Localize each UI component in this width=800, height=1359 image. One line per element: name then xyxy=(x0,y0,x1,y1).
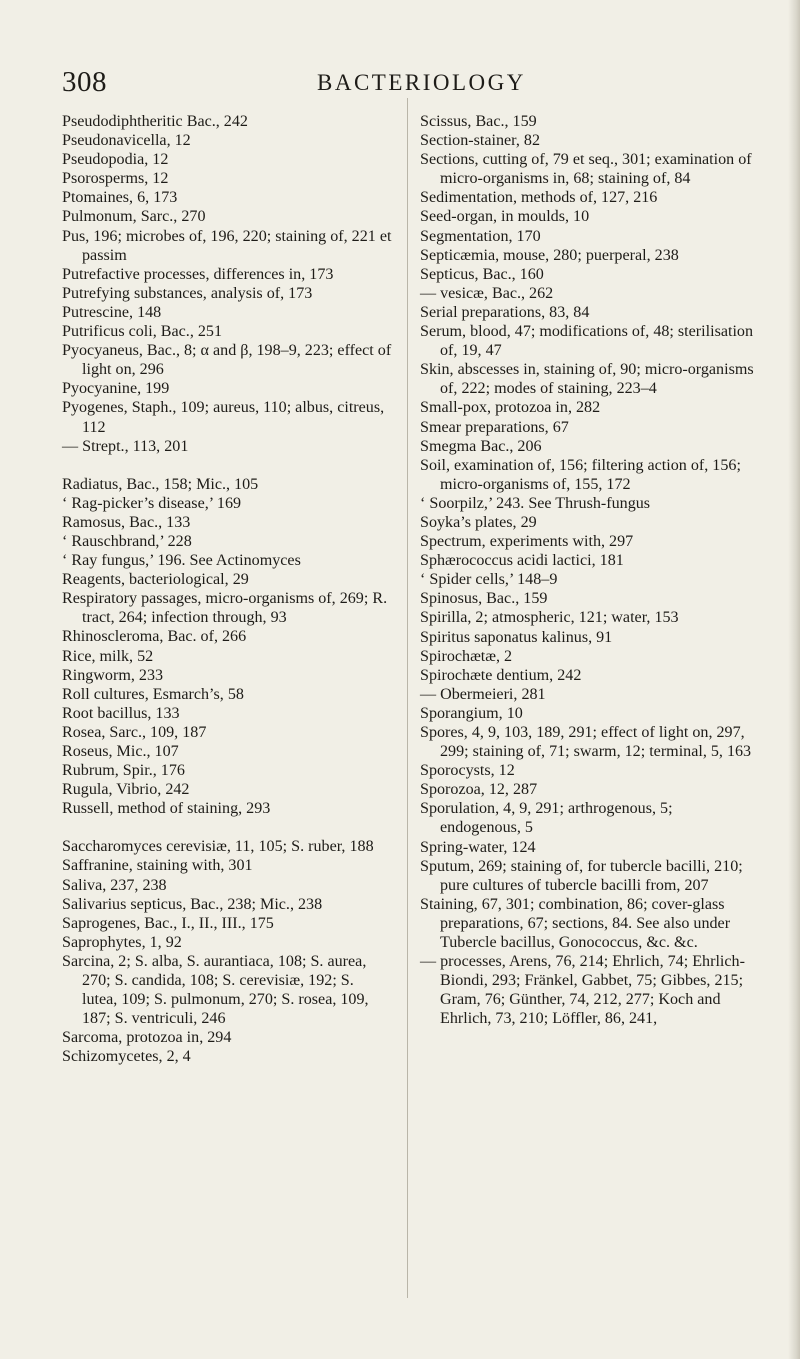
index-entry: Pseudopodia, 12 xyxy=(62,151,169,169)
index-entry: Soyka’s plates, 29 xyxy=(420,513,537,531)
index-entry: Sputum, 269; staining of, for tubercle bacilli, 210; pure cultures of tubercle bacilli from, 207 xyxy=(420,857,743,894)
index-entry: Root bacillus, 133 xyxy=(62,704,180,722)
index-entry: Spectrum, experiments with, 297 xyxy=(420,533,634,551)
index-entry: Smear preparations, 67 xyxy=(420,418,569,436)
index-entry: Rubrum, Spir., 176 xyxy=(62,762,185,780)
index-entry: Saprophytes, 1, 92 xyxy=(62,933,182,951)
index-entry: Saccharomyces cerevisiæ, 11, 105; S. ruber, 188 xyxy=(62,838,374,856)
letter-group-gap xyxy=(62,456,392,475)
index-entry: Soil, examination of, 156; filtering action of, 156; micro-organisms of, 155, 172 xyxy=(420,456,741,493)
index-entry: Respiratory passages, micro-organisms of, 269; R. tract, 264; infection through, 93 xyxy=(62,590,388,627)
index-entry: Sporulation, 4, 9, 291; arthrogenous, 5; endogenous, 5 xyxy=(420,800,673,837)
index-entry: Pyocyanine, 199 xyxy=(62,380,170,398)
page-header xyxy=(62,66,742,106)
index-entry: ‘ Soorpilz,’ 243. See Thrush-fungus xyxy=(420,494,651,512)
index-entry: Rhinoscleroma, Bac. of, 266 xyxy=(62,628,247,646)
index-entry: Saprogenes, Bac., I., II., III., 175 xyxy=(62,914,274,932)
index-entry: Schizomycetes, 2, 4 xyxy=(62,1048,191,1066)
index-entry: Smegma Bac., 206 xyxy=(420,437,542,455)
index-entry: Putrificus coli, Bac., 251 xyxy=(62,323,223,341)
index-entry: Serial preparations, 83, 84 xyxy=(420,303,590,321)
index-entry: — Strept., 113, 201 xyxy=(62,437,189,455)
index-entry: Spirochæte dentium, 242 xyxy=(420,666,582,684)
index-column-left xyxy=(62,112,392,1067)
index-entry: Small-pox, protozoa in, 282 xyxy=(420,399,601,417)
index-entry: Pulmonum, Sarc., 270 xyxy=(62,208,206,226)
index-entry: Septicæmia, mouse, 280; puerperal, 238 xyxy=(420,246,679,264)
index-entry: Russell, method of staining, 293 xyxy=(62,800,271,818)
index-entry: ‘ Rag-picker’s disease,’ 169 xyxy=(62,494,242,512)
page-number: 308 xyxy=(62,66,107,98)
index-entry: Salivarius septicus, Bac., 238; Mic., 238 xyxy=(62,895,323,913)
index-entry: Staining, 67, 301; combination, 86; cover-glass preparations, 67; sections, 84. See also under Tubercle bacillus, Gonococcus, &c. &c. xyxy=(420,895,731,952)
index-entry: Sporozoa, 12, 287 xyxy=(420,781,538,799)
index-entry: Saliva, 237, 238 xyxy=(62,876,167,894)
index-entry: — processes, Arens, 76, 214; Ehrlich, 74; Ehrlich-Biondi, 293; Fränkel, Gabbet, 75; Gibbes, 215; Gram, 76; Günther, 74, 212, 277; Koch and Ehrlich, 73, 210; Löffler, 86, 241, xyxy=(420,953,745,1028)
index-entry: Rugula, Vibrio, 242 xyxy=(62,781,190,799)
index-entry: Ptomaines, 6, 173 xyxy=(62,189,178,207)
index-entry: Spores, 4, 9, 103, 189, 291; effect of light on, 297, 299; staining of, 71; swarm, 12; terminal, 5, 163 xyxy=(420,724,752,761)
index-entry: Scissus, Bac., 159 xyxy=(420,113,537,130)
index-entry: Spirilla, 2; atmospheric, 121; water, 153 xyxy=(420,609,679,627)
index-entry: Ringworm, 233 xyxy=(62,666,164,684)
index-entry: Sphærococcus acidi lactici, 181 xyxy=(420,552,624,570)
index-entry: Pyogenes, Staph., 109; aureus, 110; albus, citreus, 112 xyxy=(62,399,385,436)
index-column-right xyxy=(420,112,756,1029)
index-entry: Serum, blood, 47; modifications of, 48; sterilisation of, 19, 47 xyxy=(420,323,754,360)
index-entry: Rice, milk, 52 xyxy=(62,647,154,665)
running-title: BACTERIOLOGY xyxy=(317,70,526,95)
letter-group-gap xyxy=(62,818,392,837)
index-entry: Sedimentation, methods of, 127, 216 xyxy=(420,189,658,207)
column-divider xyxy=(407,98,408,1298)
index-entry: Roseus, Mic., 107 xyxy=(62,743,179,760)
index-entry: Spiritus saponatus kalinus, 91 xyxy=(420,628,613,646)
index-entry: Sporocysts, 12 xyxy=(420,762,515,780)
index-entry: Section-stainer, 82 xyxy=(420,132,541,150)
index-entry: Segmentation, 170 xyxy=(420,227,541,245)
index-entry: Pseudonavicella, 12 xyxy=(62,132,191,150)
index-entry: Putrefying substances, analysis of, 173 xyxy=(62,284,313,302)
index-entry: Sporangium, 10 xyxy=(420,704,523,722)
index-entry: ‘ Rauschbrand,’ 228 xyxy=(62,532,192,550)
index-entry: Sarcina, 2; S. alba, S. aurantiaca, 108; S. aurea, 270; S. candida, 108; S. cerevisiæ, 192; S. lutea, 109; S. pulmonum, 270; S. rosea, 109, 187; S. ventriculi, 246 xyxy=(62,952,369,1028)
index-entry: Pus, 196; microbes of, 196, 220; staining of, 221 et passim xyxy=(62,227,392,264)
index-entry: Roll cultures, Esmarch’s, 58 xyxy=(62,685,244,703)
index-entry: Sarcoma, protozoa in, 294 xyxy=(62,1029,232,1047)
index-entry: Putrefactive processes, differences in, 173 xyxy=(62,265,334,283)
page-edge-shadow xyxy=(788,0,800,1359)
index-entry: Septicus, Bac., 160 xyxy=(420,265,544,283)
index-entry: Spinosus, Bac., 159 xyxy=(420,590,548,608)
index-entry: Putrescine, 148 xyxy=(62,303,162,321)
index-entry: Psorosperms, 12 xyxy=(62,170,169,188)
index-entry: — vesicæ, Bac., 262 xyxy=(420,284,554,302)
index-entry: — Obermeieri, 281 xyxy=(420,685,546,703)
index-entry: Pyocyaneus, Bac., 8; α and β, 198–9, 223; effect of light on, 296 xyxy=(62,342,392,379)
index-entry: Spirochætæ, 2 xyxy=(420,647,513,665)
index-entry: Seed-organ, in moulds, 10 xyxy=(420,208,590,226)
index-entry: Rosea, Sarc., 109, 187 xyxy=(62,723,207,741)
index-entry: Skin, abscesses in, staining of, 90; micro-organisms of, 222; modes of staining, 223–4 xyxy=(420,361,754,398)
index-entry: Pseudodiphtheritic Bac., 242 xyxy=(62,113,248,130)
index-entry: ‘ Spider cells,’ 148–9 xyxy=(420,571,558,589)
index-entry: Spring-water, 124 xyxy=(420,838,536,856)
index-entry: ‘ Ray fungus,’ 196. See Actinomyces xyxy=(62,552,301,570)
index-entry: Radiatus, Bac., 158; Mic., 105 xyxy=(62,475,259,493)
index-entry: Ramosus, Bac., 133 xyxy=(62,513,191,531)
index-entry: Sections, cutting of, 79 et seq., 301; examination of micro-organisms in, 68; staining of, 84 xyxy=(420,151,752,188)
index-entry: Saffranine, staining with, 301 xyxy=(62,857,253,875)
index-entry: Reagents, bacteriological, 29 xyxy=(62,571,249,589)
